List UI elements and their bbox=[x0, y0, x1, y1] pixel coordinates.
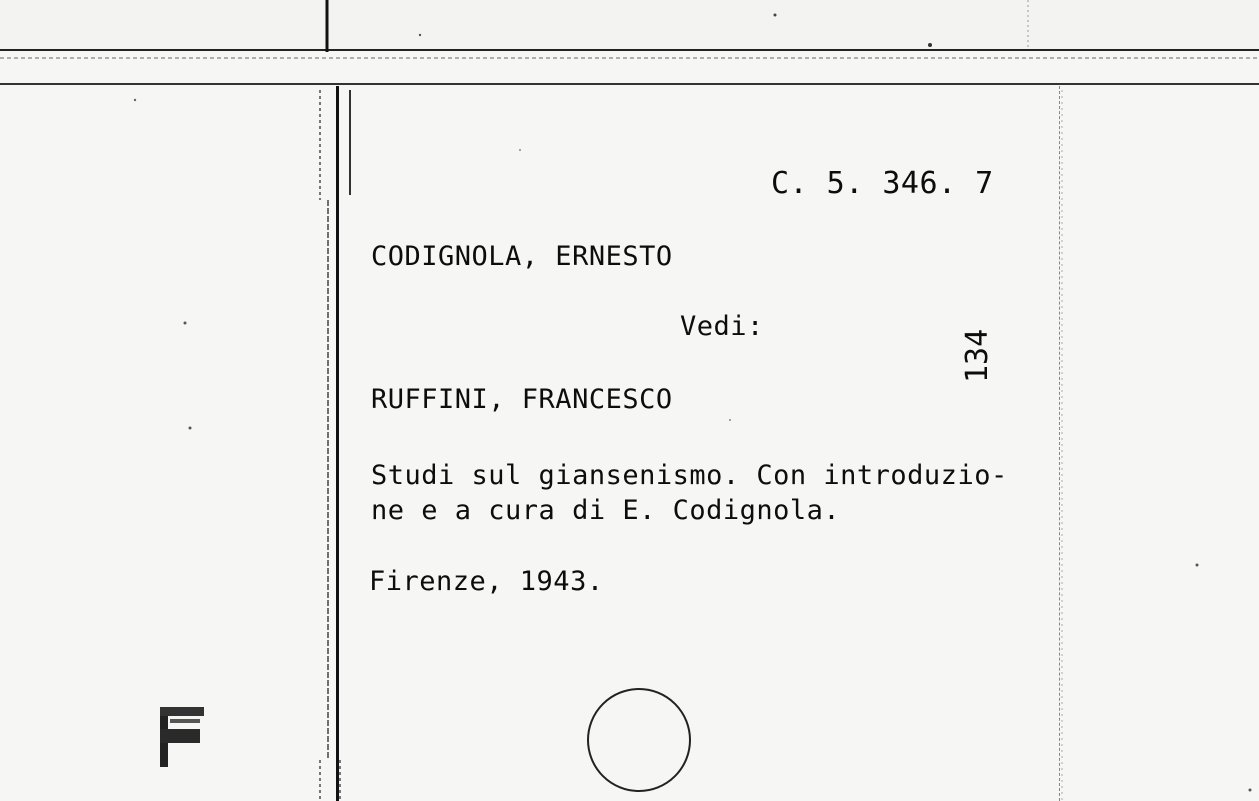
stamp-mark-icon bbox=[156, 705, 206, 769]
punch-hole bbox=[587, 688, 691, 792]
see-reference-label: Vedi: bbox=[680, 311, 764, 342]
side-number: 134 bbox=[960, 328, 995, 383]
place-date: Firenze, 1943. bbox=[369, 566, 604, 597]
title-line-1: Studi sul giansenismo. Con introduzio- bbox=[371, 460, 1008, 491]
reference-author: RUFFINI, FRANCESCO bbox=[371, 384, 673, 415]
call-number: C. 5. 346. 7 bbox=[771, 166, 994, 201]
author-heading: CODIGNOLA, ERNESTO bbox=[371, 241, 673, 272]
title-line-2: ne e a cura di E. Codignola. bbox=[371, 495, 841, 526]
